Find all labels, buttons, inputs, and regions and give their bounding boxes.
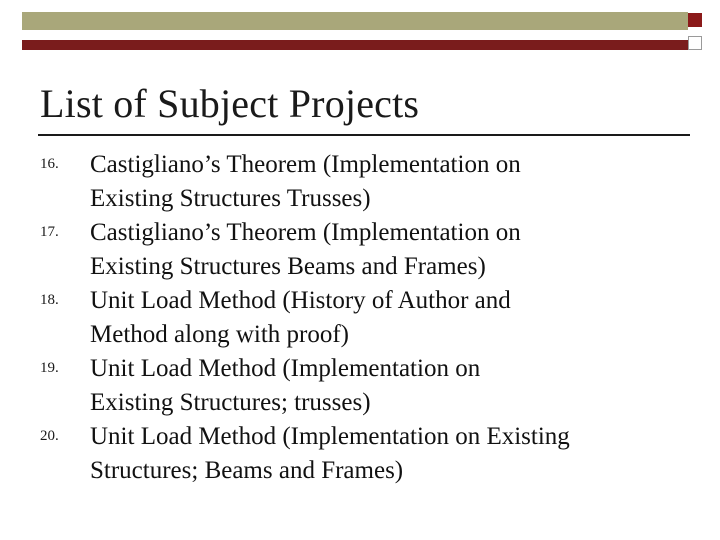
red-corner-square [688,13,702,27]
white-corner-square [688,36,702,50]
item-number: 17. [40,224,59,240]
list-item [40,284,680,352]
item-number: 16. [40,156,59,172]
item-line: Castigliano’s Theorem (Implementation on [90,219,521,246]
list-item [40,352,680,420]
project-list [40,148,680,488]
title-underline [38,134,690,136]
item-line: Existing Structures Trusses) [90,185,371,212]
maroon-band [22,40,688,50]
list-item [40,420,680,488]
slide-header-decoration [22,12,710,40]
item-line: Structures; Beams and Frames) [90,457,404,484]
item-text [90,420,570,488]
item-text [90,284,511,352]
item-line: Method along with proof) [90,321,349,348]
item-line: Unit Load Method (History of Author and [90,287,511,314]
item-text [90,148,521,216]
list-item [40,216,680,284]
olive-band [22,12,688,30]
list-item [40,148,680,216]
item-number: 20. [40,428,59,444]
item-line: Existing Structures Beams and Frames) [90,253,486,280]
item-line: Castigliano’s Theorem (Implementation on [90,151,521,178]
item-text [90,216,521,284]
item-number: 19. [40,360,59,376]
item-number: 18. [40,292,59,308]
slide-title: List of Subject Projects [40,81,420,126]
item-line: Unit Load Method (Implementation on [90,355,481,382]
item-text [90,352,480,420]
item-line: Existing Structures; trusses) [90,389,371,416]
item-line: Unit Load Method (Implementation on Existing [90,423,570,450]
